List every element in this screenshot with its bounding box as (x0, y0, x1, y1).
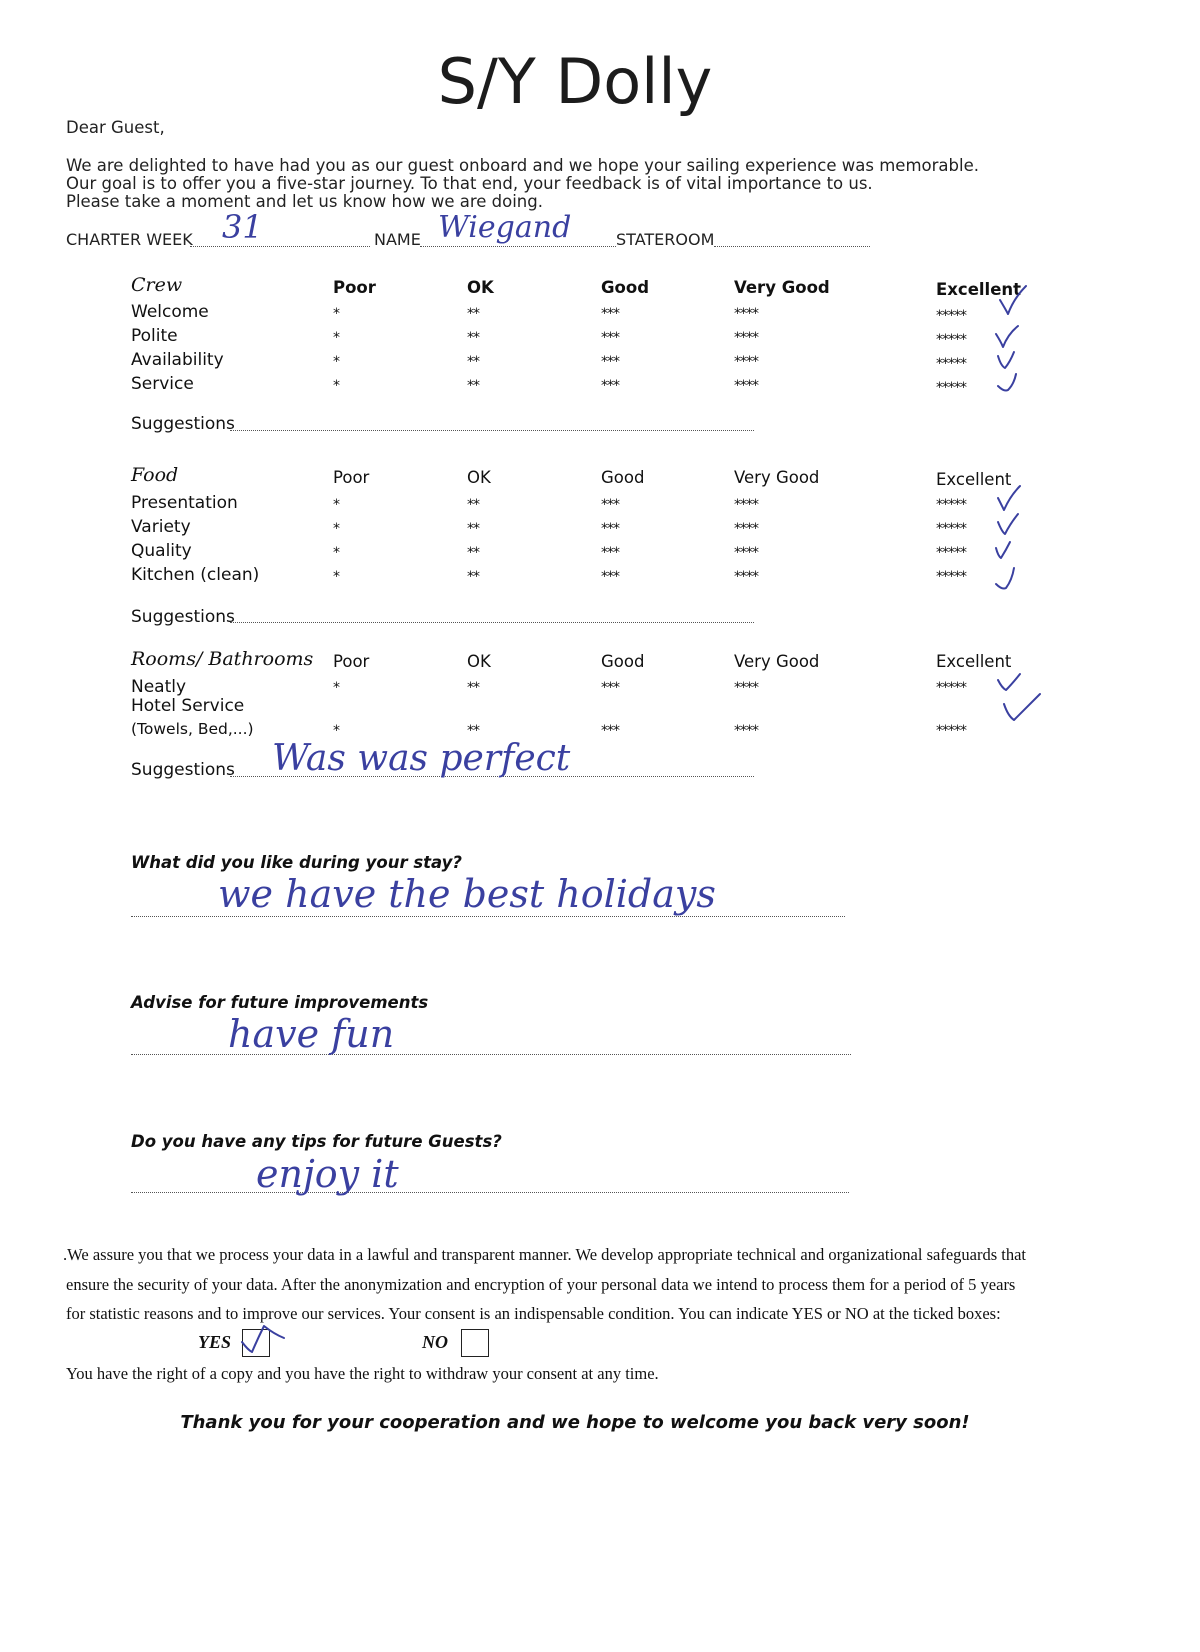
section-title-food: Food (131, 464, 179, 486)
charter-week-line (190, 246, 370, 247)
row-label-welcome: Welcome (131, 302, 209, 322)
consent-no-checkbox[interactable] (461, 1329, 489, 1357)
answer-liked-stay[interactable]: we have the best holidays (218, 872, 716, 916)
star-option-poor[interactable]: * (333, 306, 339, 322)
checkmark-icon (1002, 692, 1042, 724)
star-option-ok[interactable]: ** (467, 354, 479, 370)
legal-line-2: ensure the security of your data. After the anonymization and encryption of your personal data we intend to process them for a period of 5 years (66, 1275, 1016, 1294)
consent-no-label: NO (422, 1332, 448, 1352)
row-label-availability: Availability (131, 350, 224, 370)
rating-header-good: Good (601, 652, 645, 671)
star-option-good[interactable]: *** (601, 378, 619, 394)
rating-header-good: Good (601, 468, 645, 487)
rating-header-very-good: Very Good (734, 278, 830, 297)
row-label-presentation: Presentation (131, 493, 238, 513)
rating-header-very-good: Very Good (734, 652, 820, 671)
suggestions-label: Suggestions (131, 607, 235, 627)
star-option-poor[interactable]: * (333, 723, 339, 739)
star-option-excellent[interactable]: ***** (936, 497, 966, 513)
checkmark-icon (994, 566, 1018, 594)
suggestions-label: Suggestions (131, 760, 235, 780)
greeting: Dear Guest, (66, 118, 165, 137)
star-option-very-good[interactable]: **** (734, 545, 758, 561)
answer-future-improvements[interactable]: have fun (228, 1012, 395, 1056)
star-option-ok[interactable]: ** (467, 521, 479, 537)
star-option-good[interactable]: *** (601, 330, 619, 346)
checkmark-icon (996, 512, 1020, 538)
star-option-very-good[interactable]: **** (734, 378, 758, 394)
row-label-variety: Variety (131, 517, 191, 537)
star-option-very-good[interactable]: **** (734, 680, 758, 696)
question-tips-future-guests: Do you have any tips for future Guests? (131, 1132, 502, 1151)
checkmark-icon (998, 284, 1028, 318)
name-value[interactable]: Wiegand (438, 210, 572, 245)
row-label-neatly: Neatly (131, 677, 187, 697)
legal-line-1: .We assure you that we process your data in a lawful and transparent manner. We develop appropriate technical and organizational safeguards that (63, 1245, 1027, 1264)
rating-header-excellent: Excellent (936, 652, 1012, 671)
rating-header-ok: OK (467, 468, 491, 487)
star-option-ok[interactable]: ** (467, 545, 479, 561)
rating-header-very-good: Very Good (734, 468, 820, 487)
row-label-polite: Polite (131, 326, 178, 346)
intro-line-3: Please take a moment and let us know how we are doing. (66, 192, 543, 211)
star-option-ok[interactable]: ** (467, 497, 479, 513)
page-title: S/Y Dolly (437, 45, 713, 118)
star-option-poor[interactable]: * (333, 680, 339, 696)
checkmark-icon (996, 350, 1018, 372)
star-option-poor[interactable]: * (333, 521, 339, 537)
star-option-excellent[interactable]: ***** (936, 680, 966, 696)
star-option-ok[interactable]: ** (467, 569, 479, 585)
star-option-excellent[interactable]: ***** (936, 380, 966, 396)
star-option-poor[interactable]: * (333, 497, 339, 513)
star-option-very-good[interactable]: **** (734, 306, 758, 322)
checkmark-icon (994, 540, 1014, 562)
star-option-very-good[interactable]: **** (734, 723, 758, 739)
legal-line-3: for statistic reasons and to improve our services. Your consent is an indispensable condition. You can indicate YES or NO at the ticked boxes: (66, 1304, 1001, 1323)
consent-yes-label: YES (198, 1332, 232, 1352)
rating-header-poor: Poor (333, 468, 370, 487)
checkmark-icon (238, 1320, 286, 1356)
suggestions-line (230, 622, 754, 623)
suggestions-label: Suggestions (131, 414, 235, 434)
star-option-very-good[interactable]: **** (734, 569, 758, 585)
star-option-poor[interactable]: * (333, 354, 339, 370)
suggestions-line (230, 430, 754, 431)
star-option-ok[interactable]: ** (467, 330, 479, 346)
checkmark-icon (996, 372, 1020, 396)
thank-you-note: Thank you for your cooperation and we hope to welcome you back very soon! (180, 1412, 970, 1433)
star-option-excellent[interactable]: ***** (936, 569, 966, 585)
star-option-ok[interactable]: ** (467, 723, 479, 739)
rating-header-ok: OK (467, 278, 494, 297)
star-option-good[interactable]: *** (601, 545, 619, 561)
row-label-kitchen-clean: Kitchen (clean) (131, 565, 260, 585)
rating-header-good: Good (601, 278, 650, 297)
rights-text: You have the right of a copy and you have the right to withdraw your consent at any time. (66, 1364, 659, 1383)
star-option-good[interactable]: *** (601, 521, 619, 537)
star-option-very-good[interactable]: **** (734, 521, 758, 537)
star-option-excellent[interactable]: ***** (936, 356, 966, 372)
name-label: NAME (374, 230, 421, 249)
intro-line-1: We are delighted to have had you as our guest onboard and we hope your sailing experience was memorable. (66, 156, 979, 175)
stateroom-label: STATEROOM (616, 230, 715, 249)
stateroom-line (714, 246, 870, 247)
rating-header-ok: OK (467, 652, 491, 671)
star-option-excellent[interactable]: ***** (936, 332, 966, 348)
rating-header-poor: Poor (333, 278, 376, 297)
rating-header-excellent: Excellent (936, 470, 1012, 489)
row-label-service: Service (131, 374, 194, 394)
answer-line (131, 1192, 849, 1193)
star-option-good[interactable]: *** (601, 680, 619, 696)
star-option-good[interactable]: *** (601, 723, 619, 739)
star-option-poor[interactable]: * (333, 330, 339, 346)
rating-header-excellent: Excellent (936, 280, 1022, 299)
star-option-excellent[interactable]: ***** (936, 308, 966, 324)
star-option-very-good[interactable]: **** (734, 330, 758, 346)
section-title-rooms-bathrooms: Rooms/ Bathrooms (131, 648, 314, 670)
star-option-poor[interactable]: * (333, 569, 339, 585)
star-option-good[interactable]: *** (601, 306, 619, 322)
checkmark-icon (994, 324, 1020, 350)
star-option-poor[interactable]: * (333, 378, 339, 394)
charter-week-label: CHARTER WEEK (66, 230, 193, 249)
charter-week-value[interactable]: 31 (222, 208, 263, 246)
star-option-good[interactable]: *** (601, 497, 619, 513)
suggestions-input-rooms[interactable]: Was was perfect (272, 738, 571, 779)
name-line (420, 246, 616, 247)
intro-line-2: Our goal is to offer you a five-star journey. To that end, your feedback is of vital importance to us. (66, 174, 873, 193)
row-label-hotel-service-detail: (Towels, Bed,...) (131, 720, 254, 738)
star-option-good[interactable]: *** (601, 354, 619, 370)
checkmark-icon (996, 484, 1022, 514)
section-title-crew: Crew (131, 274, 183, 296)
row-label-hotel-service: Hotel Service (131, 696, 245, 716)
row-label-quality: Quality (131, 541, 192, 561)
star-option-excellent[interactable]: ***** (936, 723, 966, 739)
star-option-very-good[interactable]: **** (734, 354, 758, 370)
star-option-poor[interactable]: * (333, 545, 339, 561)
checkmark-icon (996, 672, 1022, 694)
star-option-excellent[interactable]: ***** (936, 545, 966, 561)
star-option-ok[interactable]: ** (467, 680, 479, 696)
answer-tips-future-guests[interactable]: enjoy it (256, 1152, 399, 1196)
star-option-ok[interactable]: ** (467, 306, 479, 322)
answer-line (131, 916, 845, 917)
star-option-good[interactable]: *** (601, 569, 619, 585)
question-future-improvements: Advise for future improvements (131, 993, 429, 1012)
question-liked-stay: What did you like during your stay? (131, 853, 462, 872)
star-option-very-good[interactable]: **** (734, 497, 758, 513)
star-option-ok[interactable]: ** (467, 378, 479, 394)
rating-header-poor: Poor (333, 652, 370, 671)
star-option-excellent[interactable]: ***** (936, 521, 966, 537)
